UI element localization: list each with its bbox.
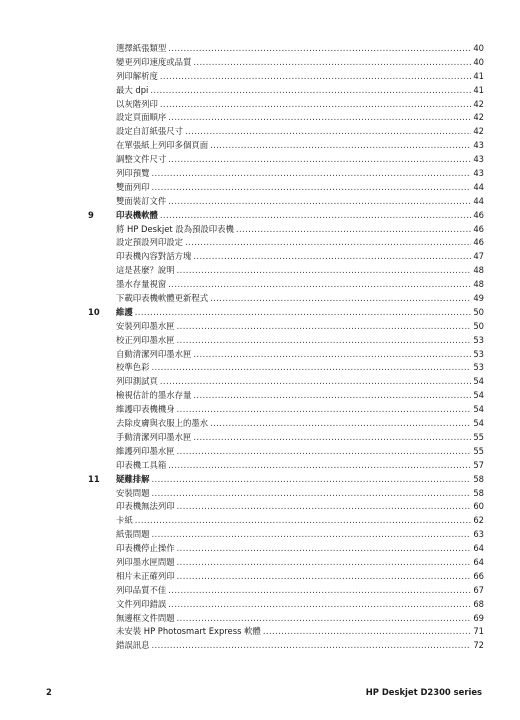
toc-page-number: 42 bbox=[473, 126, 484, 137]
toc-page-number: 41 bbox=[473, 70, 484, 81]
toc-entry[interactable] bbox=[88, 125, 484, 139]
toc-page-number: 53 bbox=[473, 362, 484, 373]
toc-entry[interactable] bbox=[88, 361, 484, 375]
toc-dot-leader bbox=[152, 528, 472, 542]
toc-entry-title: 錯誤訊息 bbox=[116, 640, 150, 651]
toc-dot-leader bbox=[168, 278, 471, 292]
toc-entry-title: 選擇紙張類型 bbox=[116, 43, 167, 53]
toc-entry-title: 最大 dpi bbox=[116, 84, 149, 95]
toc-dot-leader bbox=[177, 403, 472, 417]
toc-entry[interactable] bbox=[88, 500, 484, 514]
toc-dot-leader bbox=[160, 70, 471, 84]
toc-entry[interactable] bbox=[88, 236, 484, 250]
toc-dot-leader bbox=[193, 250, 471, 264]
toc-entry-title: 以灰階列印 bbox=[116, 98, 158, 109]
toc-dot-leader bbox=[168, 459, 471, 473]
toc-entry[interactable] bbox=[88, 181, 484, 195]
toc-page-number: 40 bbox=[473, 43, 484, 53]
toc-dot-leader bbox=[150, 84, 471, 98]
toc-page-number: 53 bbox=[473, 348, 484, 359]
toc-page-number: 43 bbox=[473, 154, 484, 165]
toc-entry[interactable] bbox=[88, 403, 484, 417]
toc-entry-title: 文件列印錯誤 bbox=[116, 598, 167, 609]
toc-entry[interactable] bbox=[88, 320, 484, 334]
toc-entry-title: 印表機軟體 bbox=[116, 209, 158, 220]
toc-entry-title: 設定自訂紙張尺寸 bbox=[116, 126, 183, 137]
toc-entry-title: 安裝列印墨水匣 bbox=[116, 320, 175, 331]
toc-entry[interactable] bbox=[88, 84, 484, 98]
toc-entry-title: 列印測試頁 bbox=[116, 376, 158, 387]
toc-entry[interactable] bbox=[88, 459, 484, 473]
toc-page-number: 47 bbox=[473, 251, 484, 262]
toc-dot-leader bbox=[177, 612, 472, 626]
toc-dot-leader bbox=[152, 181, 472, 195]
toc-entry-title: 列印墨水匣問題 bbox=[116, 556, 175, 567]
toc-dot-leader bbox=[177, 445, 472, 459]
toc-page-number: 50 bbox=[473, 306, 484, 317]
toc-entry[interactable] bbox=[88, 528, 484, 542]
toc-entry-title: 去除皮膚與衣服上的墨水 bbox=[116, 418, 209, 429]
toc-entry[interactable] bbox=[88, 570, 484, 584]
toc-entry[interactable] bbox=[88, 417, 484, 431]
toc-entry-title: 紙張問題 bbox=[116, 529, 150, 540]
toc-entry[interactable] bbox=[88, 139, 484, 153]
toc-page-number: 44 bbox=[473, 181, 484, 192]
toc-entry[interactable] bbox=[88, 584, 484, 598]
toc-chapter-entry[interactable] bbox=[88, 209, 484, 223]
toc-dot-leader bbox=[185, 125, 471, 139]
toc-page-number: 46 bbox=[473, 223, 484, 234]
toc-entry-title: 自動清潔列印墨水匣 bbox=[116, 348, 192, 359]
toc-entry[interactable] bbox=[88, 195, 484, 209]
toc-entry-title: 校準色彩 bbox=[116, 362, 150, 373]
toc-entry-title: 在單張紙上列印多個頁面 bbox=[116, 140, 209, 151]
toc-entry-title: 變更列印速度或品質 bbox=[116, 56, 192, 67]
toc-chapter-number: 9 bbox=[88, 209, 94, 220]
toc-entry[interactable] bbox=[88, 70, 484, 84]
toc-dot-leader bbox=[193, 56, 471, 70]
toc-page-number: 49 bbox=[473, 293, 484, 304]
toc-page-number: 54 bbox=[473, 390, 484, 401]
toc-dot-leader bbox=[168, 153, 471, 167]
toc-dot-leader bbox=[160, 98, 471, 112]
toc-dot-leader bbox=[193, 431, 471, 445]
toc-page-number: 50 bbox=[473, 320, 484, 331]
toc-entry[interactable] bbox=[88, 348, 484, 362]
toc-dot-leader bbox=[168, 42, 471, 56]
toc-entry[interactable] bbox=[88, 375, 484, 389]
toc-page-number: 54 bbox=[473, 376, 484, 387]
toc-entry[interactable] bbox=[88, 42, 484, 56]
toc-page-number: 42 bbox=[473, 112, 484, 123]
toc-entry-title: 列印預覽 bbox=[116, 168, 150, 179]
toc-page-number: 64 bbox=[473, 543, 484, 554]
toc-entry-title: 未安裝 HP Photosmart Express 軟體 bbox=[116, 626, 261, 637]
toc-page-number: 48 bbox=[473, 279, 484, 290]
toc-entry[interactable] bbox=[88, 250, 484, 264]
toc-entry-title: 下載印表機軟體更新程式 bbox=[116, 293, 209, 304]
toc-chapter-number: 11 bbox=[88, 473, 100, 484]
toc-entry-title: 列印解析度 bbox=[116, 70, 158, 81]
toc-entry[interactable] bbox=[88, 278, 484, 292]
toc-entry[interactable] bbox=[88, 334, 484, 348]
toc-page-number: 60 bbox=[473, 501, 484, 512]
toc-dot-leader bbox=[177, 570, 472, 584]
toc-entry-title: 相片未正確列印 bbox=[116, 570, 175, 581]
toc-entry-title: 卡紙 bbox=[116, 515, 133, 526]
toc-entry-title: 疑難排解 bbox=[116, 473, 150, 484]
toc-page-number: 53 bbox=[473, 334, 484, 345]
toc-dot-leader bbox=[168, 195, 471, 209]
toc-entry[interactable] bbox=[88, 542, 484, 556]
toc-dot-leader bbox=[152, 639, 472, 653]
toc-page-number: 55 bbox=[473, 431, 484, 442]
toc-page-number: 54 bbox=[473, 404, 484, 415]
toc-entry[interactable] bbox=[88, 598, 484, 612]
toc-entry-title: 維護 bbox=[116, 306, 133, 317]
toc-entry-title: 印表機停止操作 bbox=[116, 543, 175, 554]
toc-page-number: 55 bbox=[473, 445, 484, 456]
toc-page-number: 54 bbox=[473, 418, 484, 429]
toc-entry[interactable] bbox=[88, 98, 484, 112]
toc-page-number: 46 bbox=[473, 209, 484, 220]
toc-page-number: 62 bbox=[473, 515, 484, 526]
toc-page-number: 48 bbox=[473, 265, 484, 276]
toc-dot-leader bbox=[177, 500, 472, 514]
toc-dot-leader bbox=[135, 514, 472, 528]
toc-entry-title: 設定預設列印設定 bbox=[116, 237, 183, 248]
toc-dot-leader bbox=[185, 236, 471, 250]
toc-dot-leader bbox=[193, 389, 471, 403]
toc-page-number: 72 bbox=[473, 640, 484, 651]
toc-entry[interactable] bbox=[88, 223, 484, 237]
toc-dot-leader bbox=[152, 361, 472, 375]
toc-page-number: 67 bbox=[473, 584, 484, 595]
toc-dot-leader bbox=[177, 556, 472, 570]
toc-page-number: 64 bbox=[473, 556, 484, 567]
toc-entry-title: 將 HP Deskjet 設為預設印表機 bbox=[116, 223, 234, 234]
toc-page-number: 58 bbox=[473, 473, 484, 484]
toc-chapter-entry[interactable] bbox=[88, 306, 484, 320]
toc-page-number: 44 bbox=[473, 195, 484, 206]
footer-product-title: HP Deskjet D2300 series bbox=[365, 687, 482, 697]
toc-dot-leader bbox=[177, 320, 472, 334]
toc-entry[interactable] bbox=[88, 292, 484, 306]
toc-entry[interactable] bbox=[88, 56, 484, 70]
toc-page-number: 40 bbox=[473, 56, 484, 67]
toc-entry[interactable] bbox=[88, 389, 484, 403]
toc-page-number: 43 bbox=[473, 168, 484, 179]
toc-dot-leader bbox=[152, 167, 472, 181]
toc-entry[interactable] bbox=[88, 445, 484, 459]
toc-entry-title: 手動清潔列印墨水匣 bbox=[116, 431, 192, 442]
toc-entry[interactable] bbox=[88, 111, 484, 125]
toc-entry[interactable] bbox=[88, 514, 484, 528]
toc-chapter-number: 10 bbox=[88, 306, 100, 317]
toc-entry-title: 印表機無法列印 bbox=[116, 501, 175, 512]
toc-page-number: 42 bbox=[473, 98, 484, 109]
toc-dot-leader bbox=[210, 417, 471, 431]
toc-dot-leader bbox=[193, 348, 471, 362]
toc-entry-title: 無邊框文件問題 bbox=[116, 612, 175, 623]
toc-dot-leader bbox=[152, 487, 472, 501]
toc-dot-leader bbox=[210, 139, 471, 153]
toc-dot-leader bbox=[168, 598, 471, 612]
toc-entry[interactable] bbox=[88, 167, 484, 181]
toc-entry[interactable] bbox=[88, 639, 484, 653]
toc-dot-leader bbox=[160, 209, 471, 223]
toc-page-number: 41 bbox=[473, 84, 484, 95]
toc-entry-title: 設定頁面順序 bbox=[116, 112, 167, 123]
toc-entry[interactable] bbox=[88, 264, 484, 278]
toc-entry-title: 雙面裝訂文件 bbox=[116, 195, 167, 206]
toc-entry[interactable] bbox=[88, 487, 484, 501]
toc-entry-title: 墨水存量視窗 bbox=[116, 279, 167, 290]
toc-dot-leader bbox=[236, 223, 471, 237]
toc-entry-title: 印表機工具箱 bbox=[116, 459, 167, 470]
toc-entry[interactable] bbox=[88, 612, 484, 626]
toc-dot-leader bbox=[177, 264, 472, 278]
toc-page-number: 66 bbox=[473, 570, 484, 581]
toc-entry[interactable] bbox=[88, 153, 484, 167]
toc-dot-leader bbox=[160, 375, 471, 389]
toc-entry-title: 維護印表機機身 bbox=[116, 404, 175, 415]
toc-entry-title: 檢視估計的墨水存量 bbox=[116, 390, 192, 401]
toc-entry-title: 安裝問題 bbox=[116, 487, 150, 498]
toc-page-number: 68 bbox=[473, 598, 484, 609]
toc-dot-leader bbox=[210, 292, 471, 306]
toc-page-number: 57 bbox=[473, 459, 484, 470]
toc-dot-leader bbox=[168, 584, 471, 598]
toc-dot-leader bbox=[177, 542, 472, 556]
page-number: 2 bbox=[46, 687, 52, 697]
toc-dot-leader bbox=[152, 473, 472, 487]
toc-page-number: 58 bbox=[473, 487, 484, 498]
toc-entry[interactable] bbox=[88, 431, 484, 445]
table-of-contents bbox=[88, 42, 484, 653]
toc-entry-title: 維護列印墨水匣 bbox=[116, 445, 175, 456]
toc-page-number: 71 bbox=[473, 626, 484, 637]
toc-page-number: 43 bbox=[473, 140, 484, 151]
toc-entry-title: 調整文件尺寸 bbox=[116, 154, 167, 165]
toc-page-number: 63 bbox=[473, 529, 484, 540]
toc-dot-leader bbox=[168, 111, 471, 125]
toc-page-number: 69 bbox=[473, 612, 484, 623]
toc-entry[interactable] bbox=[88, 625, 484, 639]
toc-entry-title: 雙面列印 bbox=[116, 181, 150, 192]
toc-entry-title: 校正列印墨水匣 bbox=[116, 334, 175, 345]
toc-page-number: 46 bbox=[473, 237, 484, 248]
toc-entry-title: 印表機內容對話方塊 bbox=[116, 251, 192, 262]
toc-dot-leader bbox=[135, 306, 472, 320]
toc-entry[interactable] bbox=[88, 556, 484, 570]
toc-dot-leader bbox=[263, 625, 471, 639]
toc-entry-title: 列印品質不佳 bbox=[116, 584, 167, 595]
toc-chapter-entry[interactable] bbox=[88, 473, 484, 487]
toc-entry-title: 這是甚麼？說明 bbox=[116, 265, 175, 276]
toc-dot-leader bbox=[177, 334, 472, 348]
